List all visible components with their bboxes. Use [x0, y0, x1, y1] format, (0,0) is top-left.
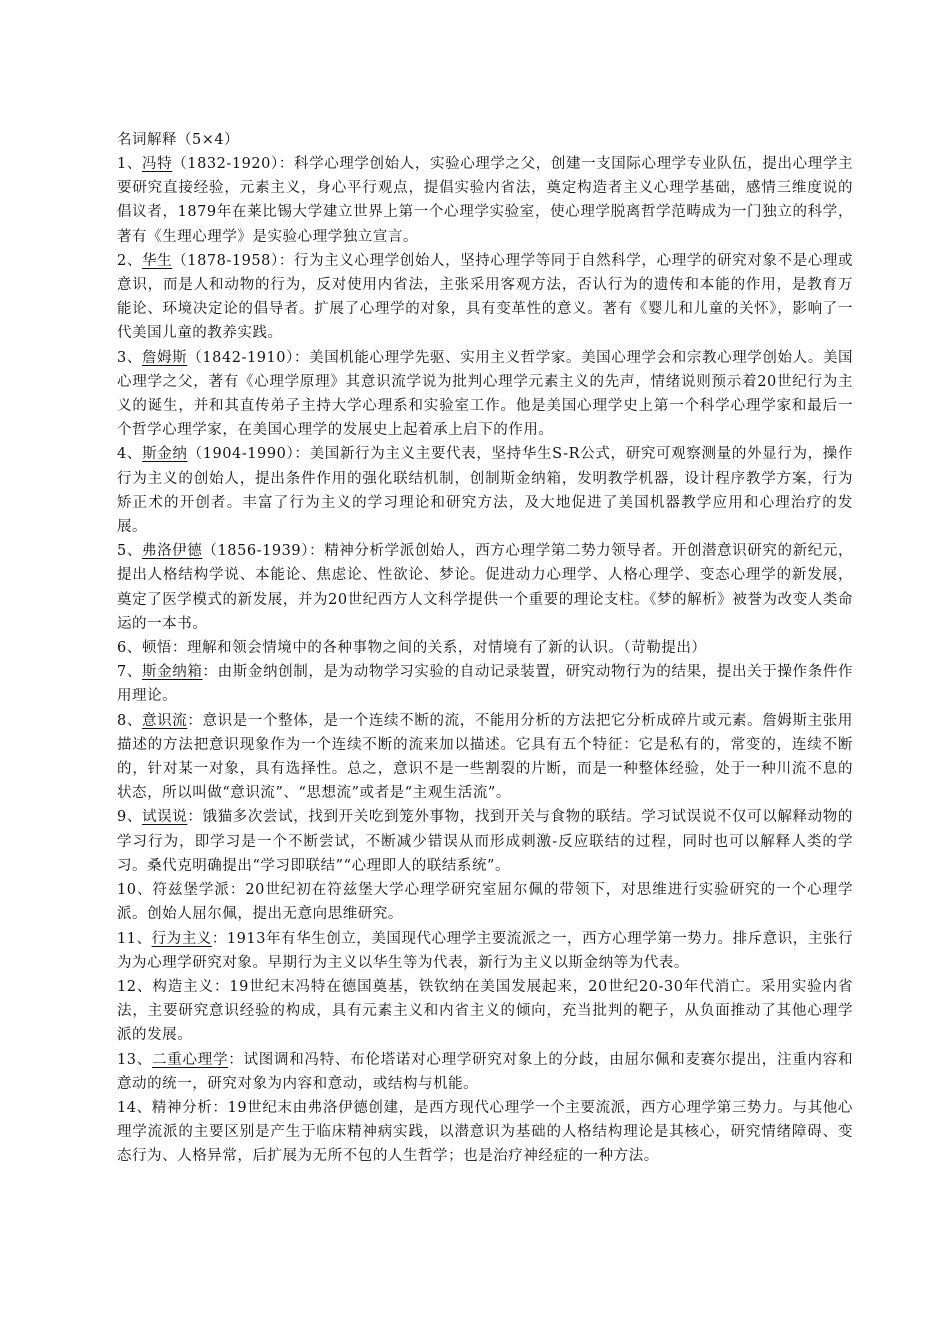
entry-term: 华生: [141, 252, 173, 269]
entry-term: 构造主义: [152, 978, 214, 995]
entry-body: ：20世纪初在符兹堡大学心理学研究室屈尔佩的带领下，对思维进行实验研究的一个心理学派。创始人屈尔佩，提出无意向思维研究。: [117, 882, 854, 923]
entry-number: 5、: [117, 543, 142, 560]
entry-number: 13、: [117, 1051, 152, 1068]
entry-james: [117, 346, 853, 443]
entry-term: 斯金纳: [142, 446, 188, 463]
entry-body: ：意识是一个整体，是一个连续不断的流，不能用分析的方法把它分析成碎片或元素。詹姆斯主张用描述的方法把意识现象作为一个连续不断的流来加以描述。它具有五个特征：它是私有的，常变的，连续不断的，针对某一对象，具有选择性。总之，意识不是一些割裂的片断，而是一种整体经验，处于一种川流不息的状态，所以叫做“意识流”、“思想流”或者是“主观生活流”。: [117, 712, 853, 802]
entry-term: 斯金纳箱: [141, 664, 203, 681]
entry-term: 冯特: [141, 156, 173, 172]
entry-psychoanalysis: [117, 1096, 853, 1169]
entry-wundt: [117, 152, 853, 249]
entry-body: ：19世纪末由弗洛伊德创建，是西方现代心理学一个主要流派，西方心理学第三势力。与其他心理学流派的主要区别是产生于临床精神病实践，以潜意识为基础的人格结构理论是其核心，研究情绪障碍、变态行为、人格异常，后扩展为无所不包的人生哲学；也是治疗神经症的一种方法。: [117, 1099, 853, 1165]
entry-insight: [117, 636, 853, 660]
entry-body: （1878-1958）：行为主义心理学创始人，坚持心理学等同于自然科学，心理学的研究对象不是心理或意识，而是人和动物的行为，反对使用内省法，主张采用客观方法，否认行为的遗传和本能的作用，是教育万能论、环境决定论的倡导者。扩展了心理学的对象，具有变革性的意义。著有《婴儿和儿童的关怀》，影响了一代美国儿童的教养实践。: [117, 252, 854, 342]
entry-number: 14、: [117, 1099, 152, 1116]
entry-body: ：1913年有华生创立，美国现代心理学主要流派之一，西方心理学第一势力。排斥意识，主张行为为心理学研究对象。早期行为主义以华生等为代表，新行为主义以斯金纳等为代表。: [117, 930, 853, 971]
entry-number: 12、: [117, 978, 153, 995]
entry-dual-psychology: [117, 1048, 853, 1096]
entry-body: ：19世纪末冯特在德国奠基，铁钦纳在美国发展起来，20世纪20-30年代消亡。采用实验内省法，主要研究意识经验的构成，具有元素主义和内省主义的倾向，充当批判的靶子，从负面推动了其他心理学派的发展。: [117, 978, 854, 1044]
entry-number: 2、: [117, 252, 142, 269]
entry-watson: [117, 249, 853, 346]
entry-number: 8、: [117, 712, 142, 729]
entry-number: 7、: [117, 664, 142, 681]
entry-number: 9、: [117, 809, 142, 826]
entry-term: 顿悟: [141, 640, 172, 657]
entry-body: ：由斯金纳创制，是为动物学习实验的自动记录装置，研究动物行为的结果，提出关于操作条件作用理论。: [117, 664, 853, 705]
entry-stream-of-consciousness: [117, 709, 853, 806]
entry-number: 4、: [117, 446, 143, 463]
entry-body: ：试图调和冯特、布伦塔诺对心理学研究对象上的分歧，由屈尔佩和麦赛尔提出，注重内容和意动的统一，研究对象为内容和意动，或结构与机能。: [117, 1051, 854, 1092]
entry-term: 试误说: [141, 809, 188, 826]
entry-wurzburg-school: [117, 878, 853, 926]
entry-skinner: [117, 442, 853, 539]
entry-number: 11、: [117, 930, 152, 947]
section-heading: 名词解释（5×4）: [117, 132, 240, 148]
entry-term: 二重心理学: [152, 1051, 229, 1068]
entry-number: 1、: [117, 156, 142, 172]
entry-term: 行为主义: [151, 930, 212, 947]
entry-body: （1832-1920）：科学心理学创始人，实验心理学之父，创建一支国际心理学专业队伍，提出心理学主要研究直接经验，元素主义，身心平行观点，提倡实验内省法，奠定构造者主义心理学基础，感情三维度说的倡议者，1879年在莱比锡大学建立世界上第一个心理学实验室，使心理学脱离哲学范畴成为一门独立的科学，著有《生理心理学》是实验心理学独立宣言。: [117, 156, 854, 245]
entry-body: （1856-1939）：精神分析学派创始人，西方心理学第二势力领导者。开创潜意识研究的新纪元，提出人格结构学说、本能论、焦虑论、性欲论、梦论。促进动力心理学、人格心理学、变态心理学的新发展，奠定了医学模式的新发展，并为20世纪西方人文科学提供一个重要的理论支柱。《梦的解析》被誉为改变人类命运的一本书。: [117, 543, 853, 632]
entry-skinner-box: [117, 660, 853, 708]
entry-body: ：饿猫多次尝试，找到开关吃到笼外事物，找到开关与食物的联结。学习试误说不仅可以解释动物的学习行为，即学习是一个不断尝试，不断减少错误从而形成刺激-反应联结的过程，同时也可以解释人类的学习。桑代克明确提出“学习即联结”“心理即人的联结系统”。: [117, 809, 853, 874]
entry-body: ：理解和领会情境中的各种事物之间的关系，对情境有了新的认识。（苛勒提出）: [171, 640, 707, 657]
entry-term: 弗洛伊德: [141, 543, 203, 560]
entry-term: 意识流: [141, 712, 188, 729]
entry-number: 6、: [117, 640, 142, 657]
entry-term: 精神分析: [151, 1099, 213, 1116]
entry-term: 符兹堡学派: [152, 882, 230, 899]
entry-term: 詹姆斯: [141, 349, 188, 366]
entry-trial-and-error: [117, 805, 853, 878]
entry-body: （1842-1910）：美国机能心理学先驱、实用主义哲学家。美国心理学会和宗教心理学创始人。美国心理学之父，著有《心理学原理》其意识流学说为批判心理学元素主义的先声，情绪说则预示着20世纪行为主义的诞生，并和其直传弟子主持大学心理系和实验室工作。他是美国心理学史上第一个科学心理学家和最后一个哲学心理学家，在美国心理学的发展史上起着承上启下的作用。: [117, 349, 853, 439]
entry-structuralism: [117, 975, 853, 1048]
entry-number: 10、: [117, 882, 153, 899]
document-page: [117, 128, 853, 1169]
entry-number: 3、: [117, 349, 142, 366]
entry-behaviorism: [117, 927, 853, 975]
entry-freud: [117, 539, 853, 636]
entry-body: （1904-1990）：美国新行为主义主要代表，坚持华生S-R公式，研究可观察测量的外显行为，操作行为主义的创始人，提出条件作用的强化联结机制，创制斯金纳箱，发明教学机器，设计程序教学方案，行为矫正术的开创者。丰富了行为主义的学习理论和研究方法，及大地促进了美国机器教学应用和心理治疗的发展。: [117, 446, 854, 536]
